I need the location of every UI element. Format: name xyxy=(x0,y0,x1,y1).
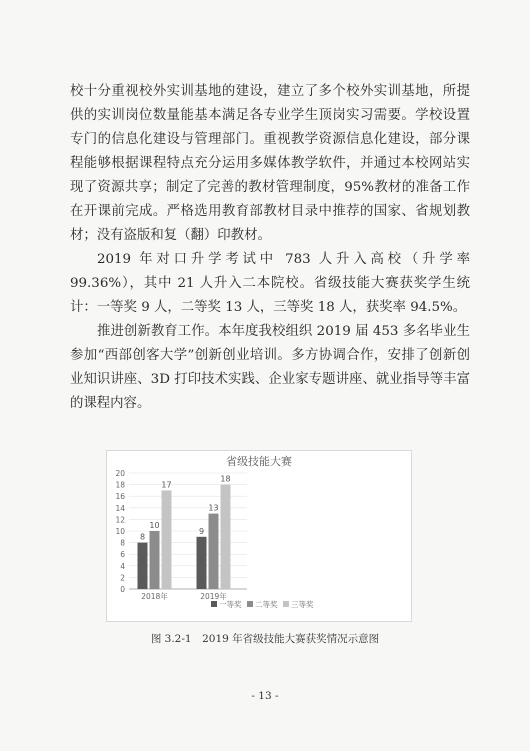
y-tick-label: 16 xyxy=(115,492,125,502)
y-tick-label: 14 xyxy=(115,503,125,513)
y-tick-label: 4 xyxy=(120,561,125,571)
paragraph-3: 推进创新教育工作。本年度我校组织 2019 届 453 多名毕业生参加“西部创客大学”创新创业培训。多方协调合作，安排了创新创业知识讲座、3D 打印技术实践、企业家专题讲座、就业指导等丰富的课程内容。 xyxy=(70,324,470,411)
x-tick-label: 2018年 xyxy=(141,592,168,601)
y-tick-label: 6 xyxy=(120,550,125,560)
data-label: 18 xyxy=(220,474,231,484)
bar xyxy=(150,531,160,589)
data-label: 13 xyxy=(208,503,219,513)
legend-swatch xyxy=(247,601,253,607)
y-tick-label: 20 xyxy=(115,469,125,478)
chart-title: 省级技能大赛 xyxy=(226,455,292,468)
data-label: 8 xyxy=(139,532,146,542)
x-tick-label: 2019年 xyxy=(200,592,227,601)
data-label: 9 xyxy=(198,526,205,536)
y-tick-label: 18 xyxy=(115,480,125,490)
legend-label: 三等奖 xyxy=(291,600,314,609)
figure-caption: 图 3.2-1 2019 年省级技能大赛获奖情况示意图 xyxy=(150,633,380,645)
data-label: 10 xyxy=(149,521,160,530)
bar xyxy=(138,543,148,589)
paragraph-1: 校十分重视校外实训基地的建设，建立了多个校外实训基地，所提供的实训岗位数量能基本满足各专业学生顶岗实习需要。学校设置专门的信息化建设与管理部门。重视教学资源信息化建设，部分课程能够根据课程特点充分运用多媒体教学软件，并通过本校网站实现了资源共享；制定了完善的教材管理制度，95%教材的准备工作在开课前完成。严格选用教育部教材目录中推荐的国家、省规划教材；没有盗版和复（翻）印教材。 xyxy=(70,84,470,243)
paragraph-2: 2019 年对口升学考试中 783 人升入高校（升学率 99.36%），其中 21 人升入二本院校。省级技能大赛获奖学生统计：一等奖 9 人，二等奖 13 人，三等奖 18 人，获奖率 94.5%。 xyxy=(70,252,470,315)
skills-competition-chart xyxy=(106,450,412,622)
y-tick-label: 10 xyxy=(115,527,125,536)
legend-label: 二等奖 xyxy=(255,600,278,609)
bar xyxy=(221,485,231,589)
legend-swatch xyxy=(211,601,217,607)
data-label: 17 xyxy=(161,480,172,490)
legend-label: 一等奖 xyxy=(219,600,242,609)
bar-chart-svg xyxy=(107,451,411,621)
body-text xyxy=(70,80,470,416)
page-number: - 13 - xyxy=(251,690,279,702)
y-tick-label: 2 xyxy=(120,573,125,583)
bar xyxy=(197,537,207,589)
legend-swatch xyxy=(283,601,289,607)
y-tick-label: 8 xyxy=(120,538,125,548)
y-tick-label: 12 xyxy=(115,515,125,525)
bar xyxy=(162,490,172,589)
bar xyxy=(209,514,219,589)
y-tick-label: 0 xyxy=(120,585,125,594)
